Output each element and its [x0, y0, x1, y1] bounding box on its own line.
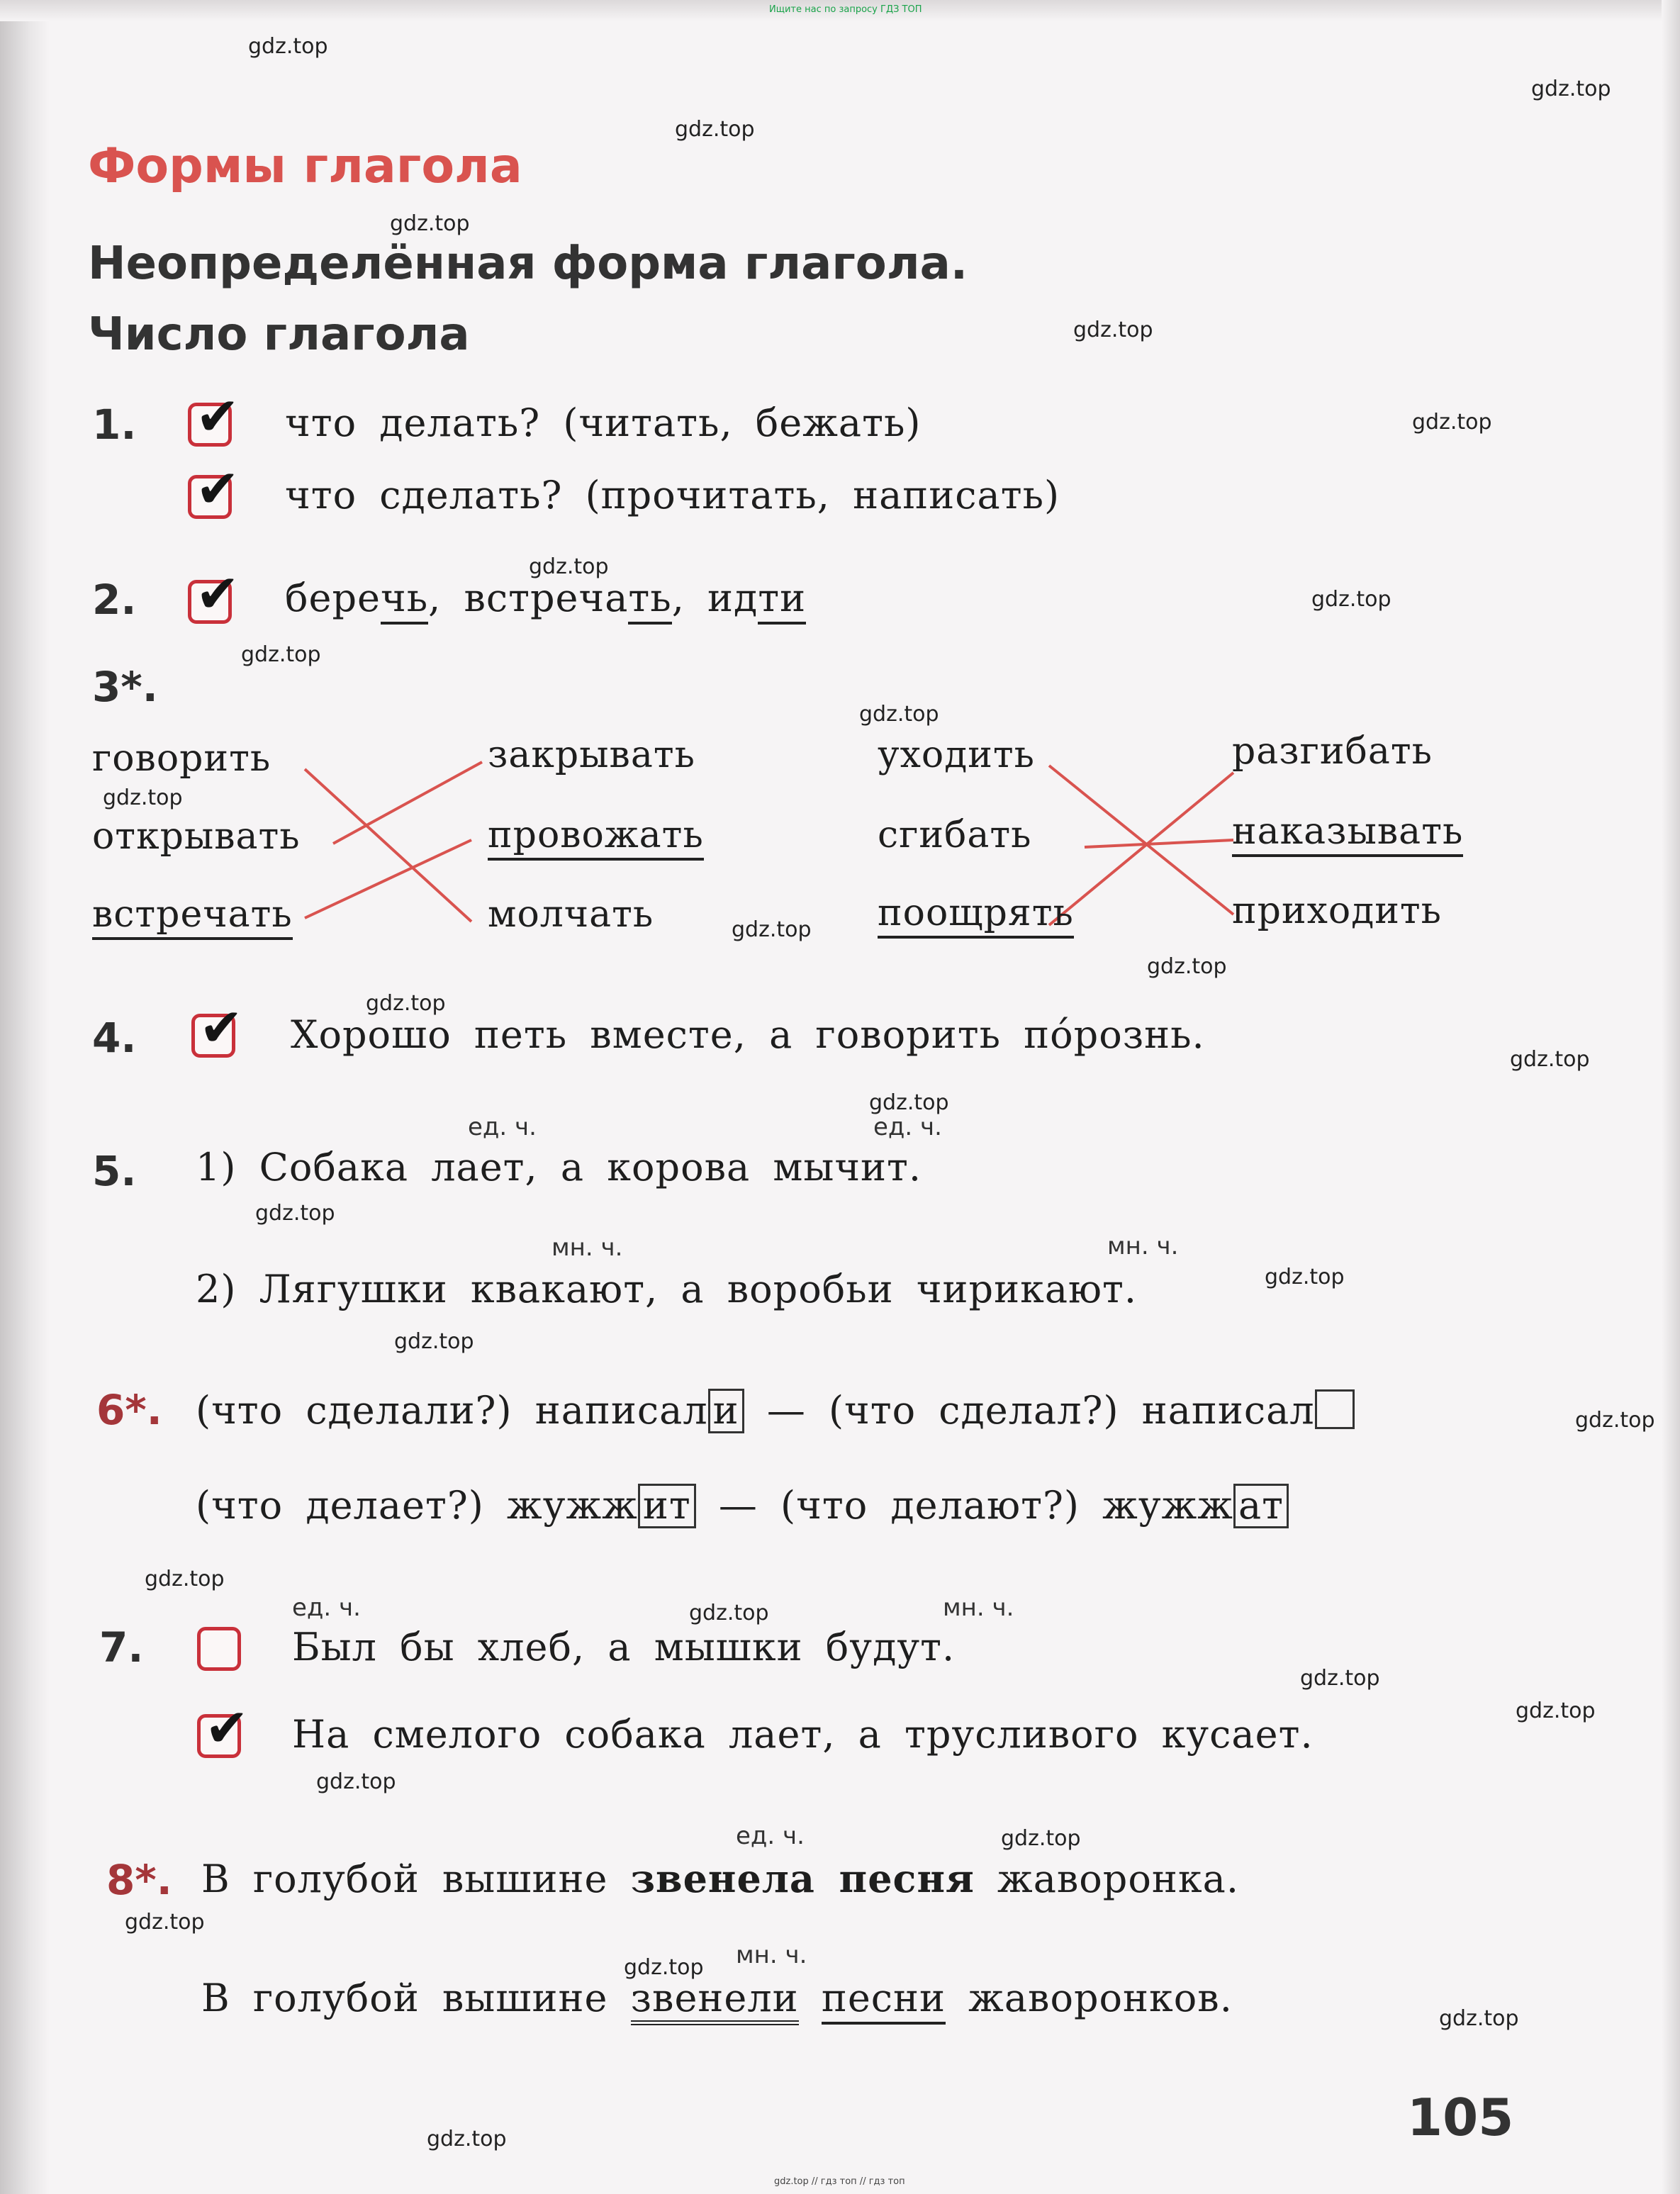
- watermark: gdz.top: [316, 1769, 396, 1794]
- ex8-line1-end: жаворонка.: [974, 1857, 1239, 1901]
- exercise-number-6: 6*.: [96, 1386, 162, 1434]
- ex5-note-plural-2: мн. ч.: [1107, 1232, 1179, 1260]
- ex6-line-2: [196, 1483, 1289, 1528]
- exercise-number-4: 4.: [92, 1014, 137, 1062]
- ex6-line-1: [196, 1388, 1355, 1433]
- ex6-line2-start: (что делает?) жужж: [196, 1483, 638, 1528]
- ex6-line2-end: — (что делают?) жужж: [695, 1483, 1233, 1528]
- ex3-word-ukhodit: уходить: [878, 734, 1035, 776]
- watermark: gdz.top: [1300, 1666, 1380, 1691]
- watermark: gdz.top: [1265, 1265, 1345, 1289]
- watermark: gdz.top: [390, 211, 470, 236]
- check-mark-icon: ✔: [205, 1698, 250, 1759]
- checkbox-ex7-b[interactable]: [197, 1698, 250, 1759]
- ex6-line1-start: (что сделали?) написал: [196, 1388, 708, 1433]
- ex8-line2-end: жаворонков.: [946, 1976, 1233, 2020]
- watermark: gdz.top: [1147, 954, 1227, 979]
- ex2-word3-ending: ти: [758, 576, 806, 625]
- match-line: [305, 769, 471, 922]
- ex3-word-provozhat: провожать: [488, 814, 704, 861]
- watermark: gdz.top: [1412, 410, 1492, 435]
- ex2-word1-stem: бере: [285, 576, 381, 620]
- ex8-line-2: [201, 1976, 1233, 2020]
- ex3-word-otkryvat: открывать: [92, 815, 301, 858]
- watermark: gdz.top: [529, 554, 609, 579]
- ex3-word-sgibat: сгибать: [878, 814, 1032, 856]
- ex2-word1-ending: чь: [381, 576, 428, 625]
- exercise-number-7: 7.: [99, 1623, 144, 1672]
- ex3-word-zakryvat: закрывать: [488, 734, 695, 776]
- match-line: [1085, 840, 1233, 847]
- ex8-line1-bold: звенела песня: [630, 1856, 975, 1901]
- ex6-ending-box-2: ит: [638, 1484, 696, 1528]
- exercise-number-2: 2.: [92, 576, 137, 624]
- check-mark-icon: ✔: [196, 386, 240, 447]
- ex5-note-singular-1: ед. ч.: [468, 1113, 537, 1141]
- ex2-word2-ending: ть: [628, 576, 671, 625]
- ex7-line-1: Был бы хлеб, а мышки будут.: [292, 1625, 956, 1669]
- ex8-subject: песни: [822, 1976, 946, 2025]
- match-line: [1049, 773, 1233, 925]
- watermark: gdz.top: [732, 917, 812, 942]
- watermark: gdz.top: [1073, 318, 1153, 342]
- watermark: gdz.top: [1439, 2006, 1519, 2031]
- page-title: Формы глагола: [88, 138, 522, 194]
- watermark: gdz.top: [255, 1201, 335, 1226]
- ex3-word-govorit: говорить: [92, 737, 271, 780]
- watermark: gdz.top: [1516, 1698, 1596, 1723]
- ex5-line-2: 2) Лягушки квакают, а воробьи чирикают.: [196, 1267, 1138, 1311]
- ex6-empty-ending-box: [1315, 1389, 1355, 1429]
- ex8-note-plural: мн. ч.: [736, 1941, 807, 1969]
- watermark: gdz.top: [1001, 1826, 1081, 1851]
- checkbox-ex7-a[interactable]: [197, 1627, 241, 1671]
- watermark: gdz.top: [624, 1955, 704, 1980]
- ex3-word-razgibat: разгибать: [1232, 730, 1433, 773]
- ex3-word-pooshchryat: поощрять: [878, 892, 1074, 939]
- top-watermark: Ищите нас по запросу ГДЗ ТОП: [769, 4, 922, 15]
- watermark: gdz.top: [1531, 77, 1611, 101]
- watermark: gdz.top: [366, 991, 446, 1016]
- ex8-line2-start: В голубой вышине: [201, 1976, 631, 2020]
- ex2-comma: ,: [671, 576, 685, 620]
- ex6-line1-end: — (что сделал?) написал: [744, 1388, 1315, 1433]
- ex5-note-singular-2: ед. ч.: [873, 1113, 942, 1141]
- ex7-note-plural: мн. ч.: [943, 1594, 1014, 1622]
- ex3-word-nakazyvat: наказывать: [1232, 810, 1463, 857]
- ex6-ending-box-3: ат: [1233, 1484, 1289, 1528]
- check-mark-icon: ✔: [196, 459, 240, 520]
- page-number: 105: [1407, 2088, 1514, 2147]
- ex3-word-vstrechat: встречать: [92, 893, 293, 940]
- bottom-watermark: gdz.top // гдз топ // гдз топ: [774, 2176, 905, 2187]
- check-mark-icon: ✔: [196, 564, 240, 625]
- watermark: gdz.top: [1311, 587, 1391, 612]
- exercise-number-1: 1.: [92, 401, 137, 449]
- ex2-word2-stem: встреча: [464, 576, 629, 620]
- watermark: gdz.top: [1510, 1047, 1590, 1072]
- match-line: [333, 762, 482, 844]
- ex3-word-molchat: молчать: [488, 893, 654, 936]
- ex8-note-singular: ед. ч.: [736, 1822, 805, 1850]
- ex3-word-prikhodit: приходить: [1232, 890, 1442, 932]
- watermark: gdz.top: [145, 1567, 225, 1591]
- watermark: gdz.top: [689, 1601, 769, 1625]
- watermark: gdz.top: [248, 34, 328, 59]
- checkbox-ex4[interactable]: [191, 997, 244, 1058]
- exercise-number-3: 3*.: [92, 663, 158, 711]
- check-mark-icon: ✔: [199, 997, 244, 1058]
- ex1-line-2: что сделать? (прочитать, написать): [285, 473, 1060, 517]
- watermark: gdz.top: [103, 785, 183, 810]
- ex6-ending-box-1: и: [708, 1389, 744, 1433]
- ex2-word3-stem: ид: [707, 576, 758, 620]
- ex8-predicate: звенели: [631, 1976, 799, 2025]
- ex5-note-plural-1: мн. ч.: [551, 1233, 623, 1262]
- watermark: gdz.top: [427, 2127, 507, 2151]
- ex8-line-1: [201, 1856, 1239, 1901]
- watermark: gdz.top: [125, 1910, 205, 1935]
- ex8-line1-start: В голубой вышине: [201, 1857, 631, 1901]
- watermark: gdz.top: [675, 117, 755, 142]
- ex1-line-1: что делать? (читать, бежать): [285, 401, 922, 445]
- watermark: gdz.top: [1575, 1408, 1655, 1433]
- watermark: gdz.top: [241, 642, 321, 667]
- subtitle-number: Число глагола: [88, 308, 470, 361]
- watermark: gdz.top: [859, 702, 939, 727]
- exercise-number-8: 8*.: [106, 1856, 172, 1904]
- watermark: gdz.top: [394, 1329, 474, 1354]
- watermark: gdz.top: [869, 1090, 949, 1115]
- exercise-number-5: 5.: [92, 1147, 137, 1195]
- ex5-line-1: 1) Собака лает, а корова мычит.: [196, 1145, 922, 1190]
- ex4-text: Хорошо петь вместе, а говорить по́рознь.: [291, 1012, 1205, 1057]
- subtitle-infinitive: Неопределённая форма глагола.: [88, 237, 968, 290]
- ex7-note-singular: ед. ч.: [292, 1594, 361, 1622]
- match-line: [305, 840, 471, 918]
- ex7-line-2: На смелого собака лает, а трусливого кусает.: [292, 1712, 1314, 1757]
- ex2-comma: ,: [428, 576, 442, 620]
